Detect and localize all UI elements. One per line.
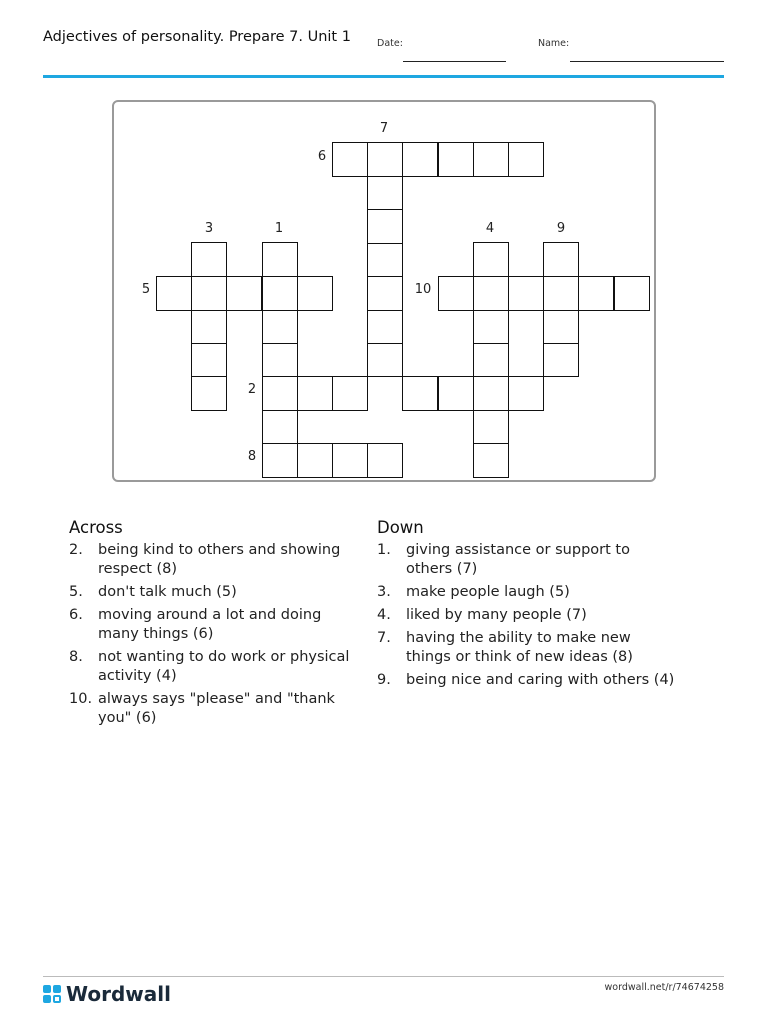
- clue-number-10: 10: [414, 282, 432, 297]
- clue-number-6: 6: [317, 149, 327, 164]
- crossword-cell[interactable]: [543, 309, 579, 344]
- footer-divider: [43, 976, 724, 977]
- crossword-cell[interactable]: [473, 443, 509, 478]
- clue-number: 7.: [377, 630, 391, 646]
- clue-across-10: [69, 690, 364, 728]
- crossword-cell[interactable]: [473, 342, 509, 377]
- crossword-cell[interactable]: [367, 209, 403, 244]
- crossword-cell[interactable]: [473, 276, 509, 311]
- footer-url: wordwall.net/r/74674258: [604, 982, 724, 993]
- crossword-cell[interactable]: [402, 142, 438, 177]
- name-label: Name:: [538, 38, 570, 49]
- crossword-cell[interactable]: [156, 276, 192, 311]
- clue-text: make people laugh (5): [406, 584, 570, 600]
- clue-text: don't talk much (5): [98, 584, 237, 600]
- clue-across-2: [69, 541, 364, 579]
- clue-number: 8.: [69, 649, 83, 665]
- crossword-cell[interactable]: [508, 142, 544, 177]
- clue-text: liked by many people (7): [406, 607, 587, 623]
- crossword-cell[interactable]: [332, 142, 368, 177]
- clue-number: 5.: [69, 584, 83, 600]
- clue-number: 3.: [377, 584, 391, 600]
- clue-number: 1.: [377, 542, 391, 558]
- clue-down-9: [377, 671, 677, 690]
- crossword-cell[interactable]: [262, 409, 298, 444]
- crossword-cell[interactable]: [191, 376, 227, 411]
- date-label: Date:: [377, 38, 403, 49]
- clue-number: 10.: [69, 691, 93, 707]
- wordwall-logo: [43, 982, 171, 1006]
- crossword-cell[interactable]: [438, 276, 474, 311]
- clue-number-3: 3: [204, 221, 214, 236]
- wordwall-logo-icon: [43, 985, 61, 1003]
- clue-down-3: [377, 583, 677, 602]
- clue-across-8: [69, 648, 364, 686]
- clue-across-5: [69, 583, 364, 602]
- crossword-cell[interactable]: [473, 309, 509, 344]
- crossword-cell[interactable]: [367, 443, 403, 478]
- crossword-cell[interactable]: [262, 242, 298, 277]
- crossword-cell[interactable]: [226, 276, 262, 311]
- clue-number-4: 4: [485, 221, 495, 236]
- clue-number-5: 5: [141, 282, 151, 297]
- crossword-cell[interactable]: [367, 342, 403, 377]
- crossword-cell[interactable]: [367, 309, 403, 344]
- across-clues: [69, 518, 364, 732]
- crossword-cell[interactable]: [543, 242, 579, 277]
- down-heading: Down: [377, 518, 424, 537]
- brand-name: Wordwall: [66, 982, 171, 1006]
- clue-text: giving assistance or support to others (7): [406, 542, 630, 577]
- crossword-cell[interactable]: [262, 443, 298, 478]
- crossword-cell[interactable]: [191, 309, 227, 344]
- down-clues: [377, 518, 677, 694]
- crossword-cell[interactable]: [332, 376, 368, 411]
- clue-number-9: 9: [556, 221, 566, 236]
- across-heading: Across: [69, 518, 123, 537]
- clue-text: not wanting to do work or physical activity (4): [98, 649, 350, 684]
- clue-text: being nice and caring with others (4): [406, 672, 675, 688]
- clue-text: having the ability to make new things or think of new ideas (8): [406, 630, 633, 665]
- clue-number: 2.: [69, 542, 83, 558]
- crossword-cell[interactable]: [508, 376, 544, 411]
- crossword-cell[interactable]: [332, 443, 368, 478]
- clue-number-8: 8: [247, 449, 257, 464]
- crossword-cell[interactable]: [543, 276, 579, 311]
- clue-text: being kind to others and showing respect (8): [98, 542, 341, 577]
- crossword-cell[interactable]: [473, 142, 509, 177]
- crossword-cell[interactable]: [473, 376, 509, 411]
- crossword-cell[interactable]: [367, 142, 403, 177]
- crossword-cell[interactable]: [367, 242, 403, 277]
- crossword-cell[interactable]: [262, 309, 298, 344]
- clue-number: 4.: [377, 607, 391, 623]
- crossword-cell[interactable]: [367, 276, 403, 311]
- clue-number-2: 2: [247, 382, 257, 397]
- crossword-cell[interactable]: [297, 443, 333, 478]
- crossword-cell[interactable]: [438, 142, 474, 177]
- crossword-cell[interactable]: [262, 342, 298, 377]
- crossword-cell[interactable]: [191, 342, 227, 377]
- crossword-cell[interactable]: [438, 376, 474, 411]
- clue-down-7: [377, 629, 677, 667]
- crossword-cell[interactable]: [473, 242, 509, 277]
- crossword-cell[interactable]: [191, 242, 227, 277]
- crossword-cell[interactable]: [508, 276, 544, 311]
- crossword-cell[interactable]: [614, 276, 650, 311]
- crossword-cell[interactable]: [191, 276, 227, 311]
- crossword-cell[interactable]: [297, 276, 333, 311]
- clue-number-7: 7: [379, 121, 389, 136]
- page-title: Adjectives of personality. Prepare 7. Unit 1: [43, 29, 351, 45]
- crossword-cell[interactable]: [543, 342, 579, 377]
- crossword-cell[interactable]: [367, 175, 403, 210]
- clue-number: 6.: [69, 607, 83, 623]
- clue-down-4: [377, 606, 677, 625]
- clue-text: always says "please" and "thank you" (6): [98, 691, 335, 726]
- crossword-cell[interactable]: [262, 376, 298, 411]
- clue-down-1: [377, 541, 677, 579]
- clue-text: moving around a lot and doing many things (6): [98, 607, 322, 642]
- clue-across-6: [69, 606, 364, 644]
- crossword-cell[interactable]: [402, 376, 438, 411]
- crossword-cell[interactable]: [578, 276, 614, 311]
- crossword-cell[interactable]: [262, 276, 298, 311]
- crossword-cell[interactable]: [297, 376, 333, 411]
- crossword-cell[interactable]: [473, 409, 509, 444]
- clue-number-1: 1: [274, 221, 284, 236]
- clue-number: 9.: [377, 672, 391, 688]
